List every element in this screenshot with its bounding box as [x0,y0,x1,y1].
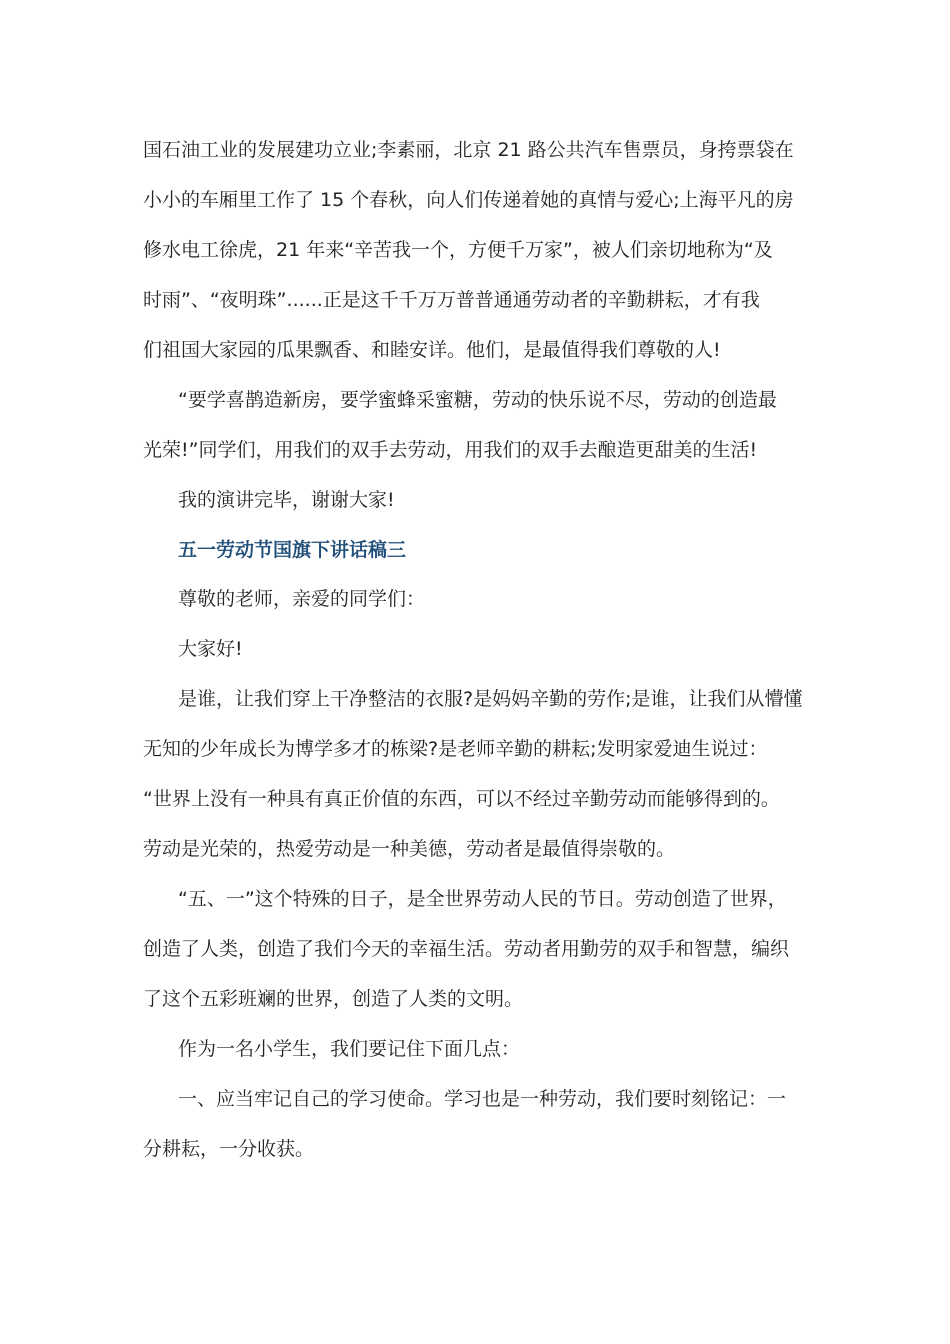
text-line-18: 了这个五彩班斓的世界，创造了人类的文明。 [143,988,524,1010]
text-line-20: 一、应当牢记自己的学习使命。学习也是一种劳动，我们要时刻铭记：一 [178,1088,787,1110]
text-line-1: 国石油工业的发展建功立业;李素丽，北京 21 路公共汽车售票员，身挎票袋在 [143,139,794,161]
text-line-12: 是谁，让我们穿上干净整洁的衣服?是妈妈辛勤的劳作;是谁，让我们从懵懂 [178,688,803,710]
text-line-13: 无知的少年成长为博学多才的栋梁?是老师辛勤的耕耘;发明家爱迪生说过： [143,738,768,760]
text-line-19: 作为一名小学生，我们要记住下面几点： [178,1038,521,1060]
text-line-21: 分耕耘，一分收获。 [143,1138,315,1160]
text-line-4: 时雨”、“夜明珠”......正是这千千万万普普通通劳动者的辛勤耕耘，才有我 [143,289,760,311]
text-line-5: 们祖国大家园的瓜果飘香、和睦安详。他们，是最值得我们尊敬的人! [143,339,721,361]
text-line-15: 劳动是光荣的，热爱劳动是一种美德，劳动者是最值得崇敬的。 [143,838,676,860]
text-line-10: 尊敬的老师，亲爱的同学们： [178,588,426,610]
text-line-16: “五、一”这个特殊的日子，是全世界劳动人民的节日。劳动创造了世界， [178,888,787,910]
text-line-14: “世界上没有一种具有真正价值的东西，可以不经过辛勤劳动而能够得到的。 [143,788,780,810]
text-line-8: 我的演讲完毕，谢谢大家! [178,489,395,511]
text-line-7: 光荣!”同学们，用我们的双手去劳动，用我们的双手去酿造更甜美的生活! [143,439,758,461]
text-line-11: 大家好! [178,638,243,660]
text-line-2: 小小的车厢里工作了 15 个春秋，向人们传递着她的真情与爱心;上海平凡的房 [143,189,794,211]
text-line-17: 创造了人类，创造了我们今天的幸福生活。劳动者用勤劳的双手和智慧，编织 [143,938,790,960]
section-heading: 五一劳动节国旗下讲话稿三 [178,539,407,561]
text-line-3: 修水电工徐虎，21 年来“辛苦我一个，方便千万家”，被人们亲切地称为“及 [143,239,773,261]
text-line-6: “要学喜鹊造新房，要学蜜蜂采蜜糖，劳动的快乐说不尽，劳动的创造最 [178,389,777,411]
